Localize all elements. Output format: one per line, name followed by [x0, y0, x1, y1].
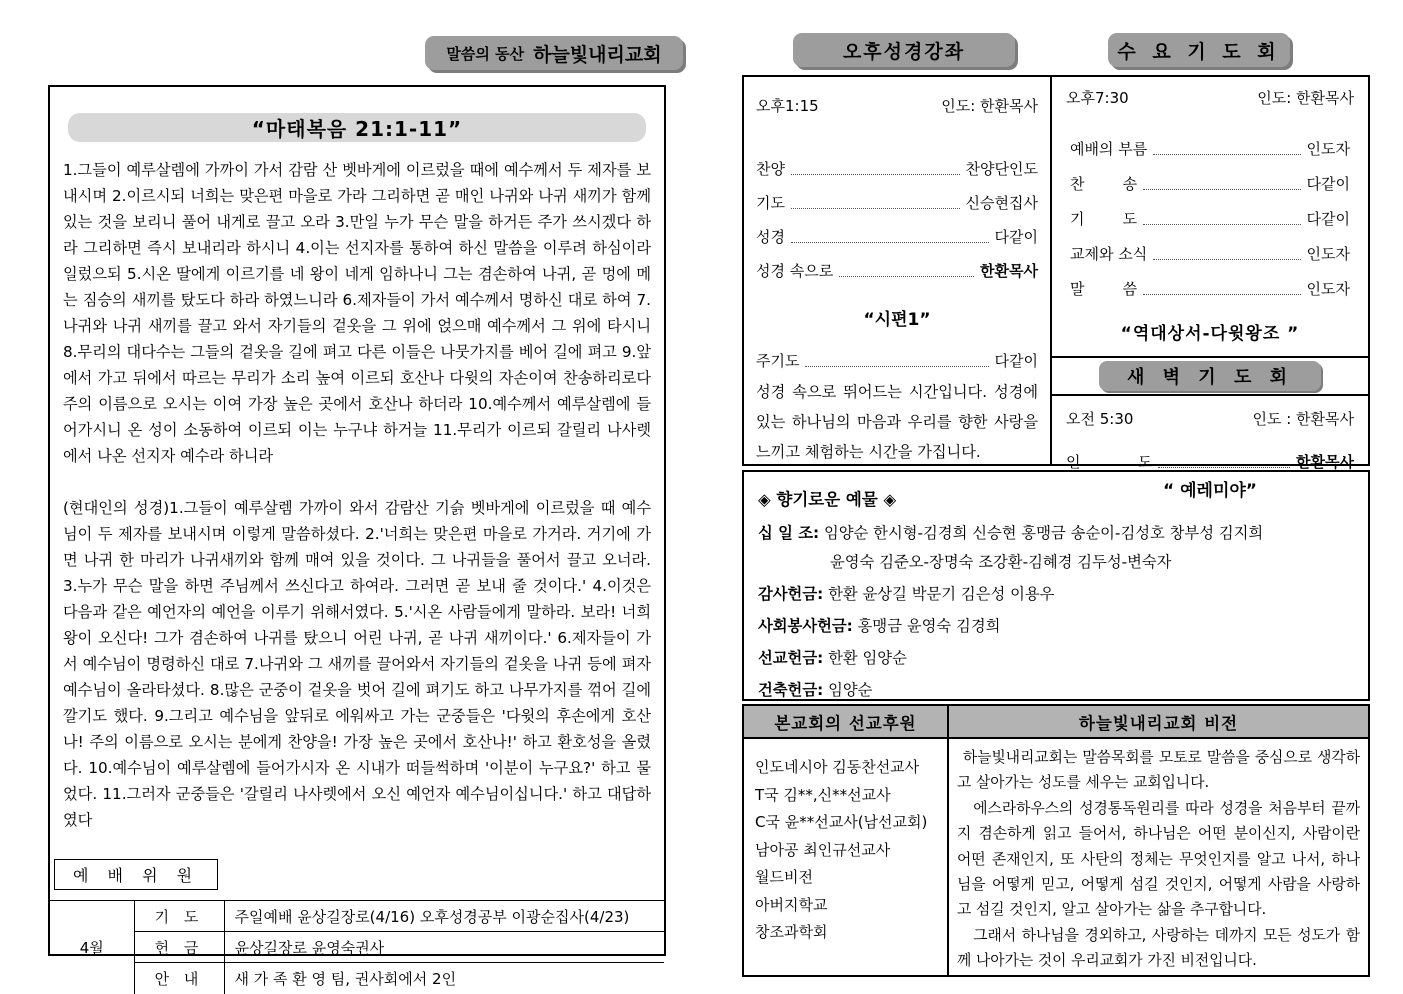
scripture-text — [50, 142, 664, 859]
schedule-value: 한환목사 — [980, 262, 1038, 280]
schedule-label: 성경 — [756, 228, 785, 246]
wednesday-theme: “역대상서-다윗왕조 ” — [1120, 324, 1300, 344]
schedule-value: 인도자 — [1306, 280, 1350, 298]
schedule-row — [1066, 138, 1354, 159]
mission-support-header: 본교회의 선교후원 — [743, 705, 948, 738]
offering-names: 한환 임양순 — [828, 649, 907, 667]
list-item: 아버지학교 — [755, 895, 828, 914]
schedule-value: 다같이 — [994, 352, 1038, 370]
church-motto: 말씀의 동산 — [446, 44, 525, 63]
church-name: 하늘빛내리교회 — [533, 43, 662, 66]
vision-paragraph: 하늘빛내리교회는 말씀목회를 모토로 말씀을 중심으로 생각하고 살아가는 성도를 세우는 교회입니다. — [957, 749, 1360, 792]
schedule-label: 성경 속으로 — [756, 262, 834, 280]
offering-names-continued: 윤영숙 김준오-장명숙 조강환-김혜경 김두성-변숙자 — [830, 553, 1172, 571]
list-item: T국 김**,신**선교사 — [755, 785, 891, 804]
dawn-time: 오전 5:30 — [1066, 410, 1134, 428]
schedule-label: 주기도 — [756, 352, 800, 370]
dotted-leader — [1143, 189, 1300, 190]
schedule-row — [1066, 451, 1354, 472]
scripture-paragraph-revised: 1.그들이 예루살렘에 가까이 가서 감람 산 벳바게에 이르렀을 때에 예수께서 두 제자를 보내시며 2.이르시되 너희는 맞은편 마을로 가라 그리하면 곧 매인 나귀와 나귀 새끼가 함께 있는 것을 보리니 풀어 내게로 끌고 오라 3.만일 누가 무슨 말을 하거든 주가 쓰시겠다 하라 그리하면 즉시 보내리라 하시니 4.이는 선지자를 통하여 하신 말씀을 이루려 하심이라 일렀으되 5.시온 딸에게 이르기를 네 왕이 네게 임하나니 그는 겸손하여 나귀, 곧 멍에 메는 짐승의 새끼를 탔도다 하라 하였느니라 6.제자들이 가서 예수께서 명하신 대로 하여 7.나귀와 나귀 새끼를 끌고 와서 자기들의 겉옷을 그 위에 얹으매 예수께서 그 위에 타시니 8.무리의 대다수는 그들의 겉옷을 길에 펴고 다른 이들은 나뭇가지를 베어 길에 펴고 9.앞에서 가고 뒤에서 따르는 무리가 소리 높여 이르되 호산나 다윗의 자손이여 찬송하리로다 주의 이름으로 오시는 이여 가장 높은 곳에서 호산나 하더라 10.예수께서 예루살렘에 들어가시니 온 성이 소동하여 이르되 이는 누구냐 하거늘 11.무리가 이르되 갈릴리 나사렛에서 나온 선지자 예수라 하니라 — [63, 161, 651, 465]
dotted-leader — [791, 208, 960, 209]
offering-label: 십 일 조: — [758, 524, 820, 542]
dotted-leader — [1158, 467, 1290, 468]
table-header-row — [743, 705, 1369, 738]
schedule-label: 찬양 — [756, 160, 785, 178]
offering-label: 감사헌금: — [758, 585, 824, 603]
offering-label: 건축헌금: — [758, 681, 824, 699]
afternoon-leader: 인도: 한환목사 — [941, 97, 1038, 115]
table-row — [50, 932, 664, 963]
worship-role-guide: 안 내 — [134, 963, 224, 994]
mission-vision-table — [742, 704, 1370, 977]
scripture-title: “마태복음 21:1-11” — [68, 113, 646, 142]
afternoon-bible-class-section — [744, 77, 1052, 464]
church-header-badge — [425, 36, 683, 70]
offering-row-building — [758, 679, 1354, 702]
mission-list-cell — [743, 738, 948, 976]
dawn-time-row — [1066, 408, 1354, 429]
list-item: 창조과학회 — [755, 923, 828, 941]
offering-names: 임양순 한시형-김경희 신승현 홍맹금 송순이-김성호 창부성 김지희 — [823, 524, 1264, 542]
dawn-leader: 인도 : 한환목사 — [1252, 410, 1354, 428]
offering-names: 홍맹금 윤영숙 김경희 — [857, 617, 1001, 635]
schedule-row — [1066, 278, 1354, 299]
dawn-prayer-badge: 새 벽 기 도 회 — [1099, 361, 1321, 391]
vision-paragraph: 그래서 하나님을 경외하고, 사랑하는 데까지 모든 성도가 함께 나아가는 것이 우리교회가 가진 비전입니다. — [957, 926, 1360, 970]
offering-names: 한환 윤상길 박문기 김은성 이용우 — [828, 585, 1055, 603]
wednesday-dawn-section — [1052, 77, 1368, 501]
wednesday-leader: 인도: 한환목사 — [1257, 89, 1354, 107]
table-row — [743, 738, 1369, 976]
schedule-row — [1066, 173, 1354, 194]
schedule-row — [756, 226, 1038, 247]
afternoon-theme: “시편1” — [863, 310, 931, 330]
vision-text — [950, 740, 1367, 974]
offerings-title: ◈ 향기로운 예물 ◈ — [758, 490, 897, 509]
offering-label: 사회봉사헌금: — [758, 617, 853, 635]
schedule-row — [1066, 208, 1354, 229]
dotted-leader — [791, 242, 989, 243]
dotted-leader — [1153, 259, 1300, 260]
worship-role-prayer: 기 도 — [134, 901, 224, 932]
worship-month: 4월 — [50, 901, 134, 994]
list-item: 남아공 최인규선교사 — [755, 840, 891, 859]
offering-label: 선교헌금: — [758, 649, 824, 667]
schedule-value: 다같이 — [1306, 175, 1350, 193]
worship-value-prayer: 주일예배 윤상길장로(4/16) 오후성경공부 이광순집사(4/23) — [224, 901, 664, 932]
schedule-label: 예배의 부름 — [1070, 140, 1148, 158]
wednesday-time-row — [1066, 87, 1354, 108]
dawn-prayer-header-band — [1052, 356, 1368, 396]
dotted-leader — [839, 276, 974, 277]
worship-value-offering: 윤상길장로 윤영숙권사 — [224, 932, 664, 963]
dotted-leader — [805, 366, 988, 367]
worship-role-offering: 헌 금 — [134, 932, 224, 963]
afternoon-bible-class-badge: 오후성경강좌 — [793, 33, 1015, 67]
wednesday-prayer-badge: 수 요 기 도 회 — [1108, 33, 1290, 67]
dotted-leader — [1153, 154, 1300, 155]
schedule-value: 찬양단인도 — [965, 160, 1038, 178]
worship-committee-table — [50, 900, 664, 994]
offering-names: 임양순 — [828, 681, 873, 699]
table-row — [50, 963, 664, 994]
dawn-theme: “ 예레미야” — [1163, 481, 1257, 501]
schedule-value: 인도자 — [1306, 140, 1350, 158]
wednesday-time: 오후7:30 — [1066, 89, 1129, 107]
offerings-panel — [742, 470, 1370, 701]
offering-row-thanks — [758, 583, 1354, 606]
vision-cell — [948, 738, 1369, 976]
mission-list — [745, 740, 946, 947]
schedule-label: 교제와 소식 — [1070, 245, 1148, 263]
scripture-paragraph-modern: (현대인의 성경)1.그들이 예루살렘 가까이 와서 감람산 기슭 벳바게에 이르렀을 때 예수님이 두 제자를 보내시며 이렇게 말씀하셨다. 2.'너희는 맞은편 마을로 가거라. 거기에 가면 나귀 한 마리가 나귀새끼와 함께 매여 있을 것이다. 그 나귀들을 풀어서 끌고 오너라. 3.누가 무슨 말을 하면 주님께서 쓰신다고 하여라. 그러면 곧 보내 줄 것이다.' 4.이것은 다음과 같은 예언자의 예언을 이루기 위해서였다. 5.'시온 사람들에게 말하라. 보라! 너희 왕이 오신다! 그가 겸손하여 나귀를 탔으니 어린 나귀, 곧 나귀 새끼이다.' 6.제자들이 가서 예수님이 명령하신 대로 7.나귀와 그 새끼를 끌어와서 자기들의 겉옷을 나귀 등에 펴자 예수님이 올라타셨다. 8.많은 군중이 겉옷을 벗어 길에 펴기도 하고 나무가지를 꺾어 길에 깔기도 했다. 9.그리고 예수님을 앞뒤로 에워싸고 가는 군중들은 '다윗의 후손에게 호산나! 주의 이름으로 오시는 분에게 찬양을! 가장 높은 곳에서 호산나!' 하고 환호성을 올렸다. 10.예수님이 예루살렘에 들어가시자 온 시내가 떠들썩하며 '이분이 누구요?' 하고 물었다. 11.그러자 군중들은 '갈릴리 나사렛에서 오신 예언자 예수님이십니다.' 하고 대답하였다 — [63, 499, 651, 829]
schedule-value: 다같이 — [994, 228, 1038, 246]
schedule-row — [756, 350, 1038, 371]
schedule-row — [756, 192, 1038, 213]
schedule-label: 말 씀 — [1070, 280, 1138, 298]
schedule-label: 인 도 — [1066, 453, 1153, 471]
wednesday-prayer-section — [1052, 77, 1368, 344]
offering-row-tithe — [758, 522, 1354, 545]
dotted-leader — [791, 174, 960, 175]
afternoon-description: 성경 속으로 뛰어드는 시간입니다. 성경에 있는 하나님의 마음과 우리를 향한 사랑을 느끼고 체험하는 시간을 가집니다. — [756, 383, 1038, 461]
schedule-value: 인도자 — [1306, 245, 1350, 263]
offering-row-mission — [758, 647, 1354, 670]
table-row — [50, 901, 664, 932]
list-item: 월드비전 — [755, 868, 813, 886]
list-item: C국 윤**선교사(남선교회) — [755, 813, 928, 831]
scripture-panel — [48, 85, 666, 988]
schedule-value: 신승현집사 — [965, 194, 1038, 212]
schedule-value: 한환목사 — [1296, 453, 1354, 471]
afternoon-time-row — [756, 95, 1038, 116]
dotted-leader — [1143, 294, 1300, 295]
vision-paragraph: 에스라하우스의 성경통독원리를 따라 성경을 처음부터 끝까지 겸손하게 읽고 들어서, 하나님은 어떤 분이신지, 사람이란 어떤 존재인지, 또 사탄의 정체는 무엇인지를 알고 나서, 하나님을 어떻게 믿고, 어떻게 섬길 것인지, 어떻게 사람을 사랑하고 섬길 것인지, 알고 살아가는 삶을 추구합니다. — [957, 799, 1360, 919]
schedule-label: 기도 — [756, 194, 785, 212]
vision-header: 하늘빛내리교회 비전 — [948, 705, 1369, 738]
schedule-label: 찬 송 — [1070, 175, 1138, 193]
list-item: 인도네시아 김동찬선교사 — [755, 758, 920, 776]
schedule-row — [1066, 243, 1354, 264]
schedule-label: 기 도 — [1070, 210, 1138, 228]
afternoon-time: 오후1:15 — [756, 97, 819, 115]
worship-value-guide: 새 가 족 환 영 팀, 권사회에서 2인 — [224, 963, 664, 994]
schedule-row — [756, 260, 1038, 281]
worship-committee-label: 예 배 위 원 — [54, 859, 218, 890]
dotted-leader — [1143, 224, 1300, 225]
schedule-value: 다같이 — [1306, 210, 1350, 228]
schedule-row — [756, 158, 1038, 179]
offering-row-social — [758, 615, 1354, 638]
